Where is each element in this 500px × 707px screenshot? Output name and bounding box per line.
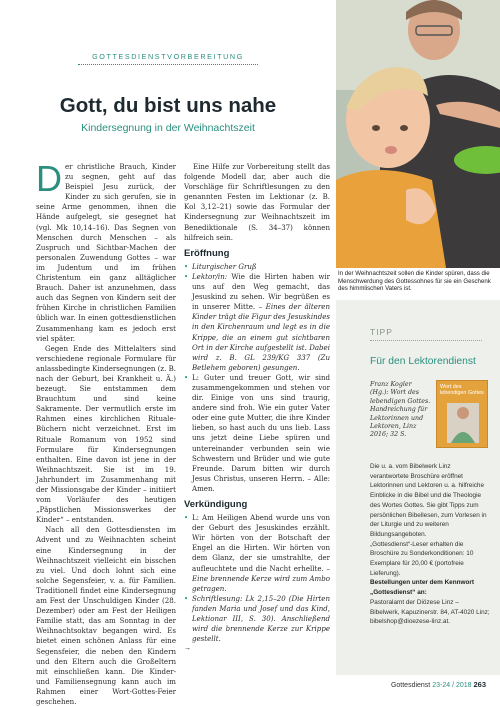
page-footer — [391, 680, 486, 689]
text-column-middle — [184, 162, 330, 654]
list-item — [184, 594, 330, 644]
photo-illustration — [336, 0, 500, 268]
book-cover-title: Wort des lebendigen Gottes — [440, 384, 484, 396]
continue-arrow-icon: → — [184, 645, 192, 653]
list-item: • Liturgischer Gruß — [184, 262, 330, 272]
text-column-left — [36, 158, 177, 707]
paragraph-text: er christliche Brauch, Kinder zu segnen, geht auf das Beispiel Jesu zurück, der Kinder zu sich gerufen, sie in seine Arme genommen, ihnen die Hände aufgelegt, sie gesegnet hat (vgl. Mk 10,14–16). Das Segnen von Menschen durch Menschen – als Zuspruch und Sichtbar-Machen der personalen Zuwendung Gottes – war im Judentum und im frühen Christentum ein ganz alltäglicher Brauch. Daher ist anzunehmen, dass auch das Segnen von Kindern seit der frühen Kirche in christlichen Familien üblich war. In einen gottesdienstlichen Zusammenhang kam es jedoch erst viel später. — [36, 162, 176, 343]
tip-paragraph: Die u. a. vom Bibelwerk Linz verantwortete Broschüre eröffnet Lektorinnen und Lektoren u. a. hilfreiche Einblicke in die Bibel und die Theologie des Wortes Gottes. Sie gibt Tipps zum persönlichen Bibellesen, zum Vorlesen in der Liturgie und zu weiteren Bildungsangeboten. — [370, 463, 487, 538]
paragraph — [36, 158, 176, 344]
photo-caption: In der Weihnachtszeit sollen die Kinder spüren, dass die Menschwerdung des Gottessohnes für sie ein Geschenk des himmlischen Vaters ist. — [338, 270, 491, 293]
tip-paragraph: „Gottesdienst“-Leser erhalten die Broschüre zu Sonderkonditionen: 10 Exemplare für 20,00 € (portofreie Lieferung). — [370, 540, 474, 577]
tip-divider — [370, 340, 482, 341]
speaker-label: Lektor/in: — [192, 271, 228, 281]
list-item — [184, 513, 330, 594]
book-reference: Franz Kogler (Hg.): Wort des lebendigen Gottes. Handreichung für Lektorinnen und Lektoren, Linz 2016; 32 S. — [370, 381, 431, 439]
list-item: • L: Guter und treuer Gott, wir sind zusammengekommen und stehen vor dir. Einige von uns sind traurig, andere sind froh. Wie ein guter Vater oder eine gute Mutter, die ihre Kinder lieben, so hast auch du uns lieb. Lass uns jetzt deine Liebe spüren und untereinander verbunden sein wie Schwestern und Brüder und wie gute Freunde. Darum bitten wir durch Jesus Christus, unseren Herrn. – Alle: Amen. — [184, 373, 330, 494]
book-cover — [436, 380, 488, 448]
magazine-name: Gottesdienst — [390, 682, 431, 689]
paragraph: Eine Hilfe zur Vorbereitung stellt das folgende Modell dar, aber auch die Vorschläge für Schriftlesungen zu den genannten Festen im Lektionar (z. B. Kol 3,12–21) sowie das Formular der Kindersegnung zur Weihnachtszeit im Benediktionale (S. 34–37) können hilfreich sein. — [184, 162, 330, 242]
blessing-photo — [336, 0, 500, 268]
rubric-text: Eine brennende Kerze wird zum Ambo getragen. — [192, 573, 330, 593]
paragraph: Gegen Ende des Mittelalters sind verschiedene regionale Formulare für anlassbedingte Kindersegnungen (z. B. nach der Geburt, bei Krankheit u. Ä.) bezeugt. Sie entstammen dem Brauchtum und sind keine Sakramente. Der vermutlich erste im Rahmen eines kirchlichen Rituale-Büchern nicht verzeichnet. Erst im Rituale Romanum von 1952 sind Formulare für Kindersegnungen enthalten. Eine davon ist jene in der Weihnachtszeit. Sie ist im 19. Jahrhundert im Zusammenhang mit der Missionsgabe der Kinder – initiiert vom Vorläufer des heutigen „Päpstlichen Missionswerkes der Kinder“ – entstanden. — [36, 343, 177, 525]
list-item — [184, 272, 330, 373]
list-item-text: Wie die Hirten haben wir uns auf den Weg gemacht, das Jesuskind zu sehen. Wir begrüßen es in unserer Mitte. – — [192, 271, 330, 312]
rubric-text: Lk 2,15–20 (Die Hirten fanden Maria und Josef und das Kind, Lektionar III, S. 30). Anschließend wird die brennende Kerze zur Krippe gestellt. — [192, 593, 330, 644]
section-kicker: GOTTESDIENSTVORBEREITUNG — [92, 52, 244, 61]
article-title: Gott, du bist uns nahe — [59, 94, 277, 117]
issue-number: 23-24 / 2018 — [432, 682, 472, 689]
kicker-divider — [78, 64, 258, 65]
book-cover-photo — [437, 381, 488, 448]
section-heading-eroeffnung: Eröffnung — [184, 247, 230, 259]
order-heading: Bestellungen unter dem Kennwort „Gottesdienst“ an: — [370, 579, 475, 597]
tip-body — [370, 462, 490, 627]
tip-paragraph — [370, 578, 490, 597]
article-subtitle: Kindersegnung in der Weihnachtszeit — [81, 122, 255, 134]
tip-label: TIPP — [370, 327, 393, 337]
order-address: Pastoralamt der Diözese Linz – Bibelwerk, Kapuzinerstr. 84, AT-4020 Linz; bibelshop@dioezese-linz.at. — [370, 598, 490, 626]
section-heading-verkuendigung: Verkündigung — [184, 499, 248, 510]
list-item-text: L: Am Heiligen Abend wurde uns von der Geburt des Jesuskindes erzählt. Wir hörten von der Botschaft der Engel an die Hirten. Wir hörten von dem Glanz, der sie umstrahlte, der aufleuchtete und die Nacht erhellte. – — [192, 513, 330, 573]
drop-cap: D — [36, 158, 62, 199]
paragraph: Nach all den Gottesdiensten im Advent und zu Weihnachten scheint eine Kindersegnung in der Weihnachtszeit vielleicht ein bisschen zu viel. Und doch lohnt sich eine solche Segensfeier, v. a. für Familien. Traditionell findet eine Kindersegnung am Fest der Unschuldigen Kinder (28. Dezember) oder am Fest der Heiligen Familie statt, das am Sonntag in der Weihnachtsoktav begangen wird. Es bietet einen schönen Anlass für eine Segensfeier, die neben den Kindern und den Eltern auch die Großeltern mit einschließen kann. Die Kinder- und Familiensegnung kann auch im Rahmen einer Wort-Gottes-Feier geschehen. — [36, 525, 176, 706]
rubric-label: Schriftlesung: — [192, 593, 243, 603]
tip-heading: Für den Lektorendienst — [370, 356, 476, 367]
rubric-text: Eines der älteren Kinder trägt die Figur des Jesuskindes in den Kirchenraum und legt es in die Krippe, die an einem gut sichtbaren Ort in der Kirche aufgestellt ist. Dabei wird z. B. GL 239/KG 337 (Zu Betlehem geboren) gesungen. — [192, 302, 330, 372]
page-number: 263 — [473, 680, 486, 689]
